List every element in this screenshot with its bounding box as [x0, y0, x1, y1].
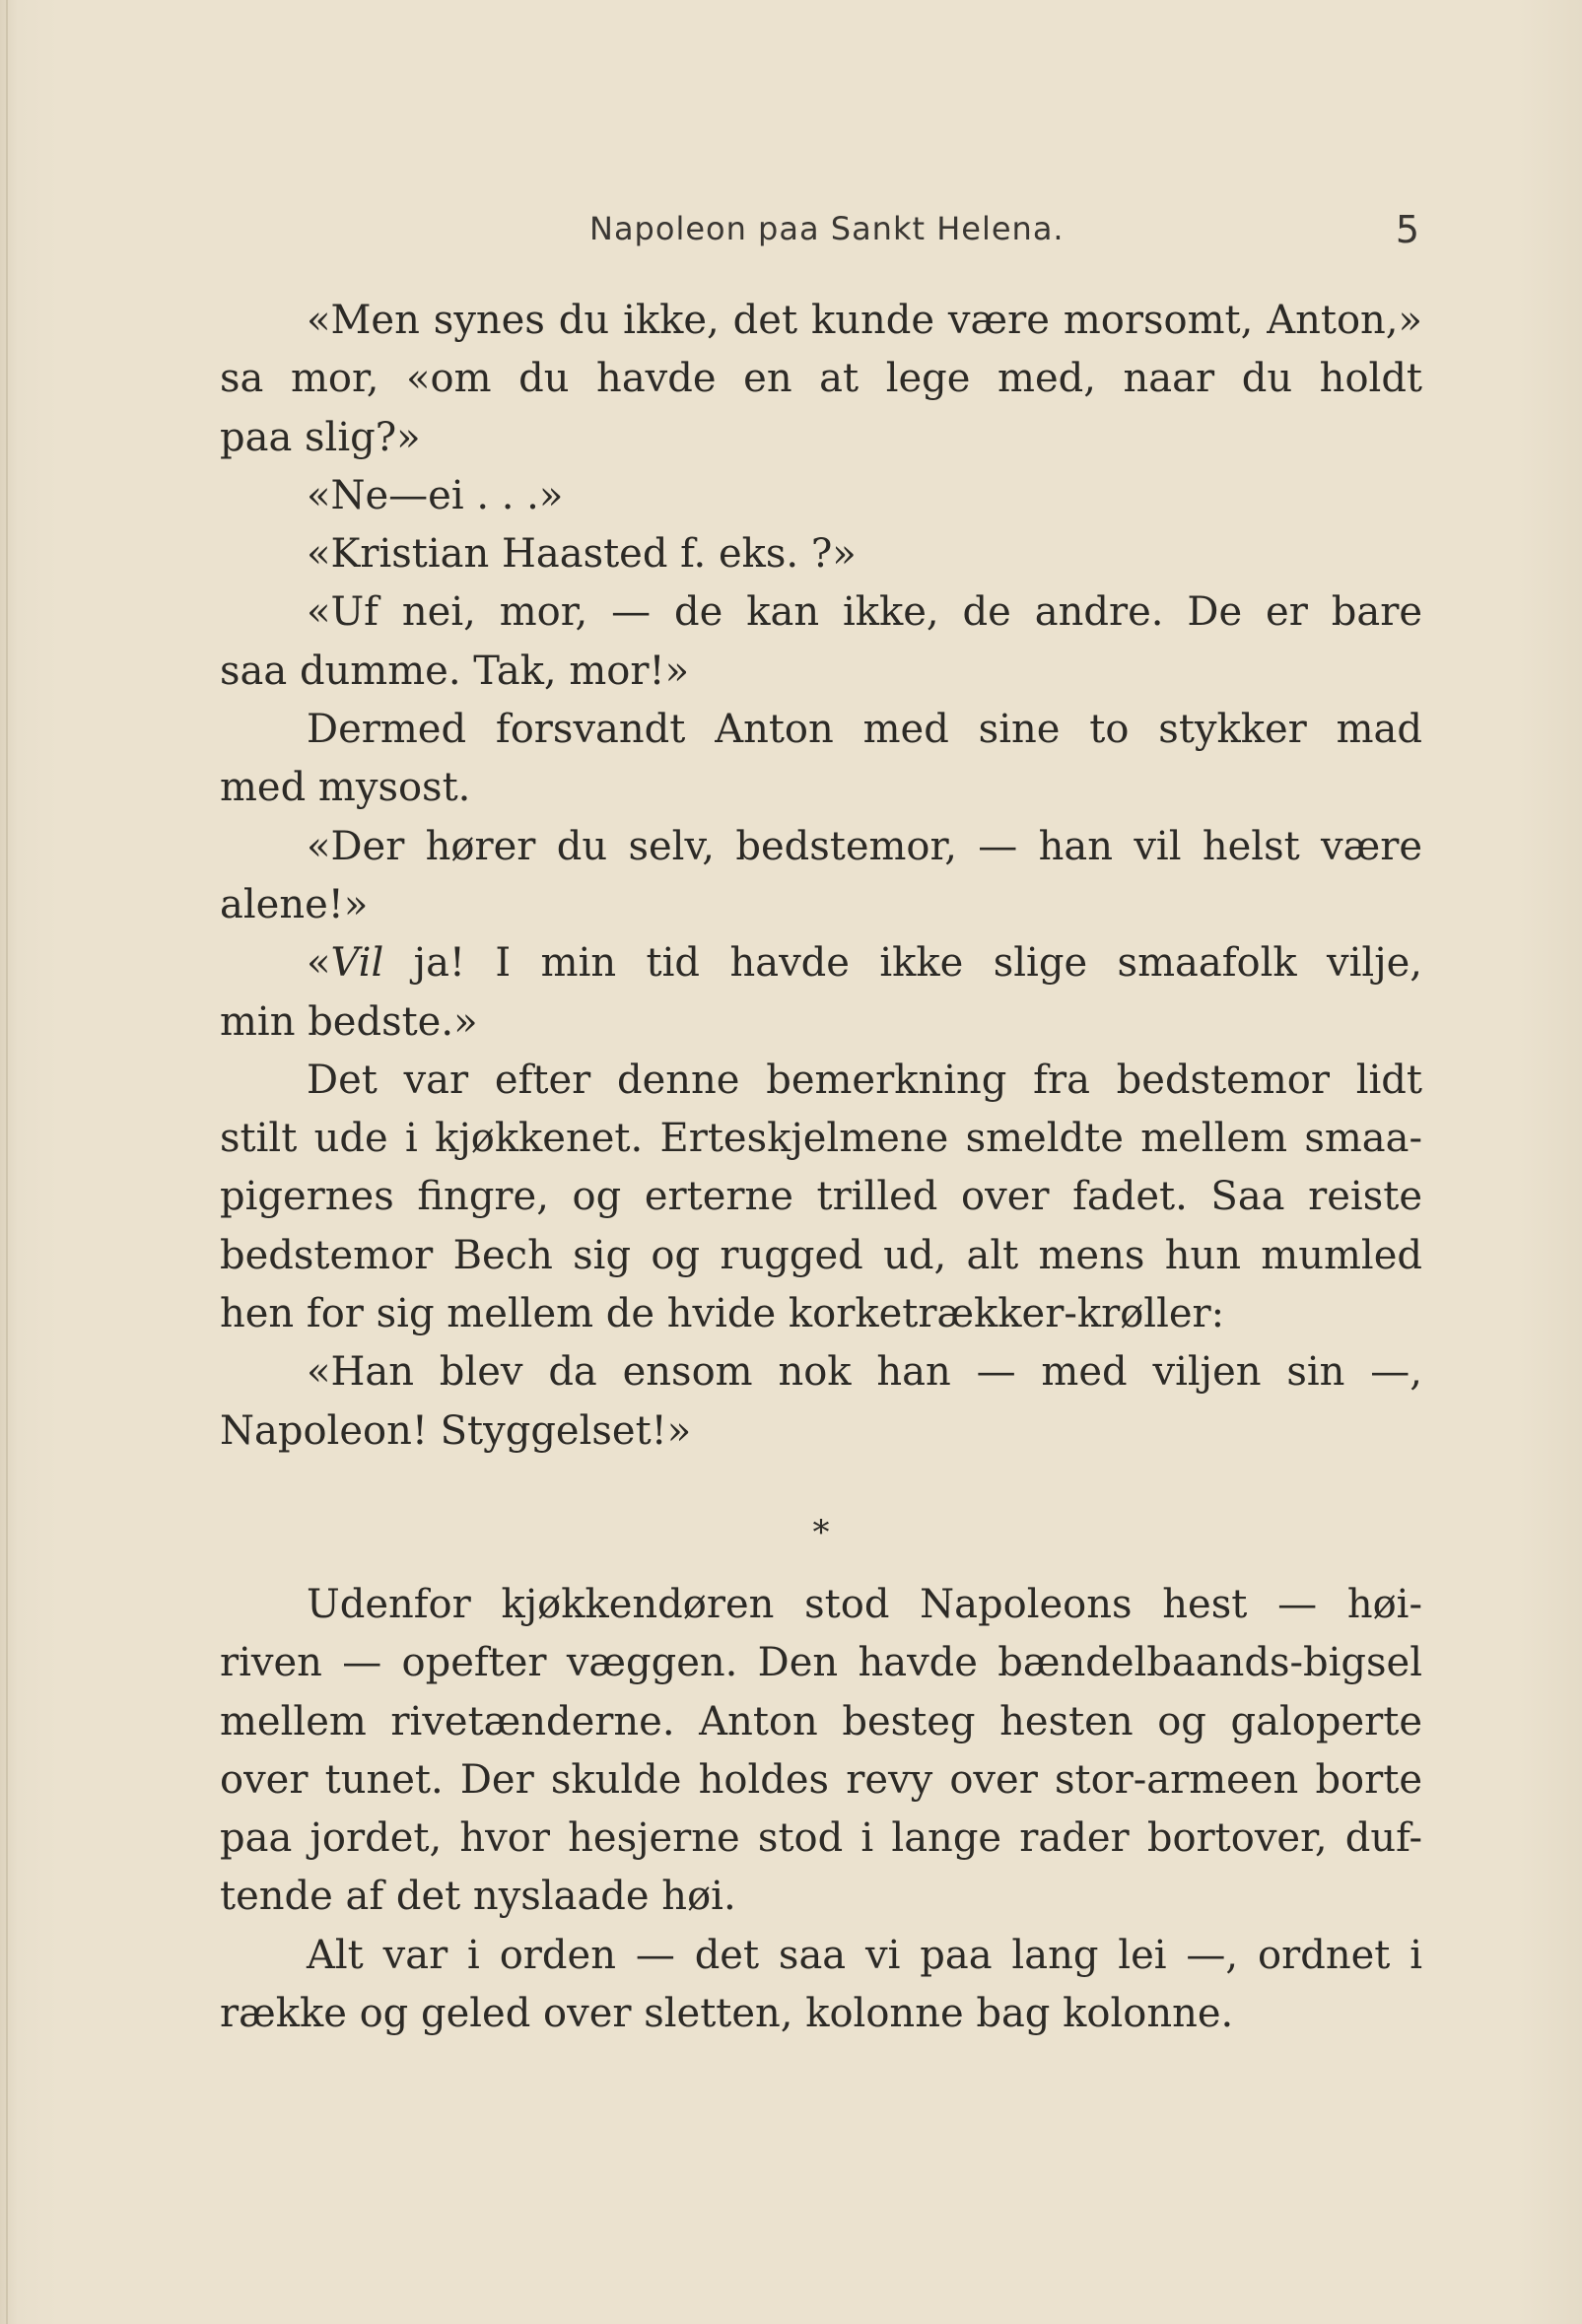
text-line: Napoleon! Styggelset!» — [220, 1407, 692, 1454]
text-line: alene!» — [220, 881, 369, 927]
text-line: over tunet. Der skulde holdes revy over stor-armeen borte — [220, 1756, 1422, 1803]
text-line: sa mor, «om du havde en at lege med, naar du holdt — [220, 356, 1422, 402]
text-line-vil — [220, 934, 1422, 992]
text-line: mellem rivetænderne. Anton besteg hesten og galoperte — [220, 1698, 1422, 1744]
text-line: «Men synes du ikke, det kunde være morsomt, Anton,» — [307, 298, 1422, 343]
page-header — [589, 210, 1419, 259]
open-quote: « — [307, 940, 331, 987]
text-line: paa jordet, hvor hesjerne stod i lange rader bortover, duf- — [220, 1815, 1422, 1862]
text-line: Dermed forsvandt Anton med sine to stykker mad — [307, 707, 1422, 753]
body-text — [220, 292, 1422, 2043]
page-number: 5 — [1395, 208, 1419, 251]
running-title: Napoleon paa Sankt Helena. — [589, 210, 1065, 247]
section-gap — [220, 1562, 1422, 1576]
text-line: riven — opefter væggen. Den havde bændelbaands-bigsel — [220, 1640, 1422, 1686]
text-line: «Han blev da ensom nok han — med viljen sin —, — [307, 1349, 1422, 1396]
text-line: Alt var i orden — det saa vi paa lang lei —, ordnet i — [307, 1932, 1422, 1978]
text-line: hen for sig mellem de hvide korketrækker-krøller: — [220, 1291, 1225, 1337]
text-line: «Uf nei, mor, — de kan ikke, de andre. De er bare — [307, 589, 1422, 636]
text-line: stilt ude i kjøkkenet. Erteskjelmene smeldte mellem smaa- — [220, 1116, 1422, 1162]
text-line: «Ne—ei . . .» — [307, 472, 564, 518]
section-separator: * — [812, 1512, 830, 1552]
text-line: saa dumme. Tak, mor!» — [220, 648, 690, 694]
text-line: række og geled over sletten, kolonne bag kolonne. — [220, 1991, 1234, 2037]
text-line: «Der hører du selv, bedstemor, — han vil helst være — [307, 823, 1422, 869]
text-line: med mysost. — [220, 765, 471, 811]
text-line: pigernes fingre, og erterne trilled over fadet. Saa reiste — [220, 1174, 1422, 1220]
page-edge — [6, 0, 8, 2324]
text-line: bedstemor Bech sig og rugged ud, alt mens hun mumled — [220, 1232, 1422, 1278]
text-line: Udenfor kjøkkendøren stod Napoleons hest — høi- — [307, 1581, 1422, 1627]
text-line: paa slig?» — [220, 414, 421, 460]
line-rest: ja! I min tid havde ikke slige smaafolk vilje, — [383, 940, 1422, 987]
text-line: min bedste.» — [220, 998, 478, 1045]
text-line: Det var efter denne bemerkning fra bedstemor lidt — [307, 1057, 1422, 1103]
text-line: tende af det nyslaade høi. — [220, 1874, 736, 1920]
italic-word: Vil — [330, 940, 384, 987]
section-gap — [220, 1461, 1422, 1503]
text-line: «Kristian Haasted f. eks. ?» — [307, 531, 857, 578]
